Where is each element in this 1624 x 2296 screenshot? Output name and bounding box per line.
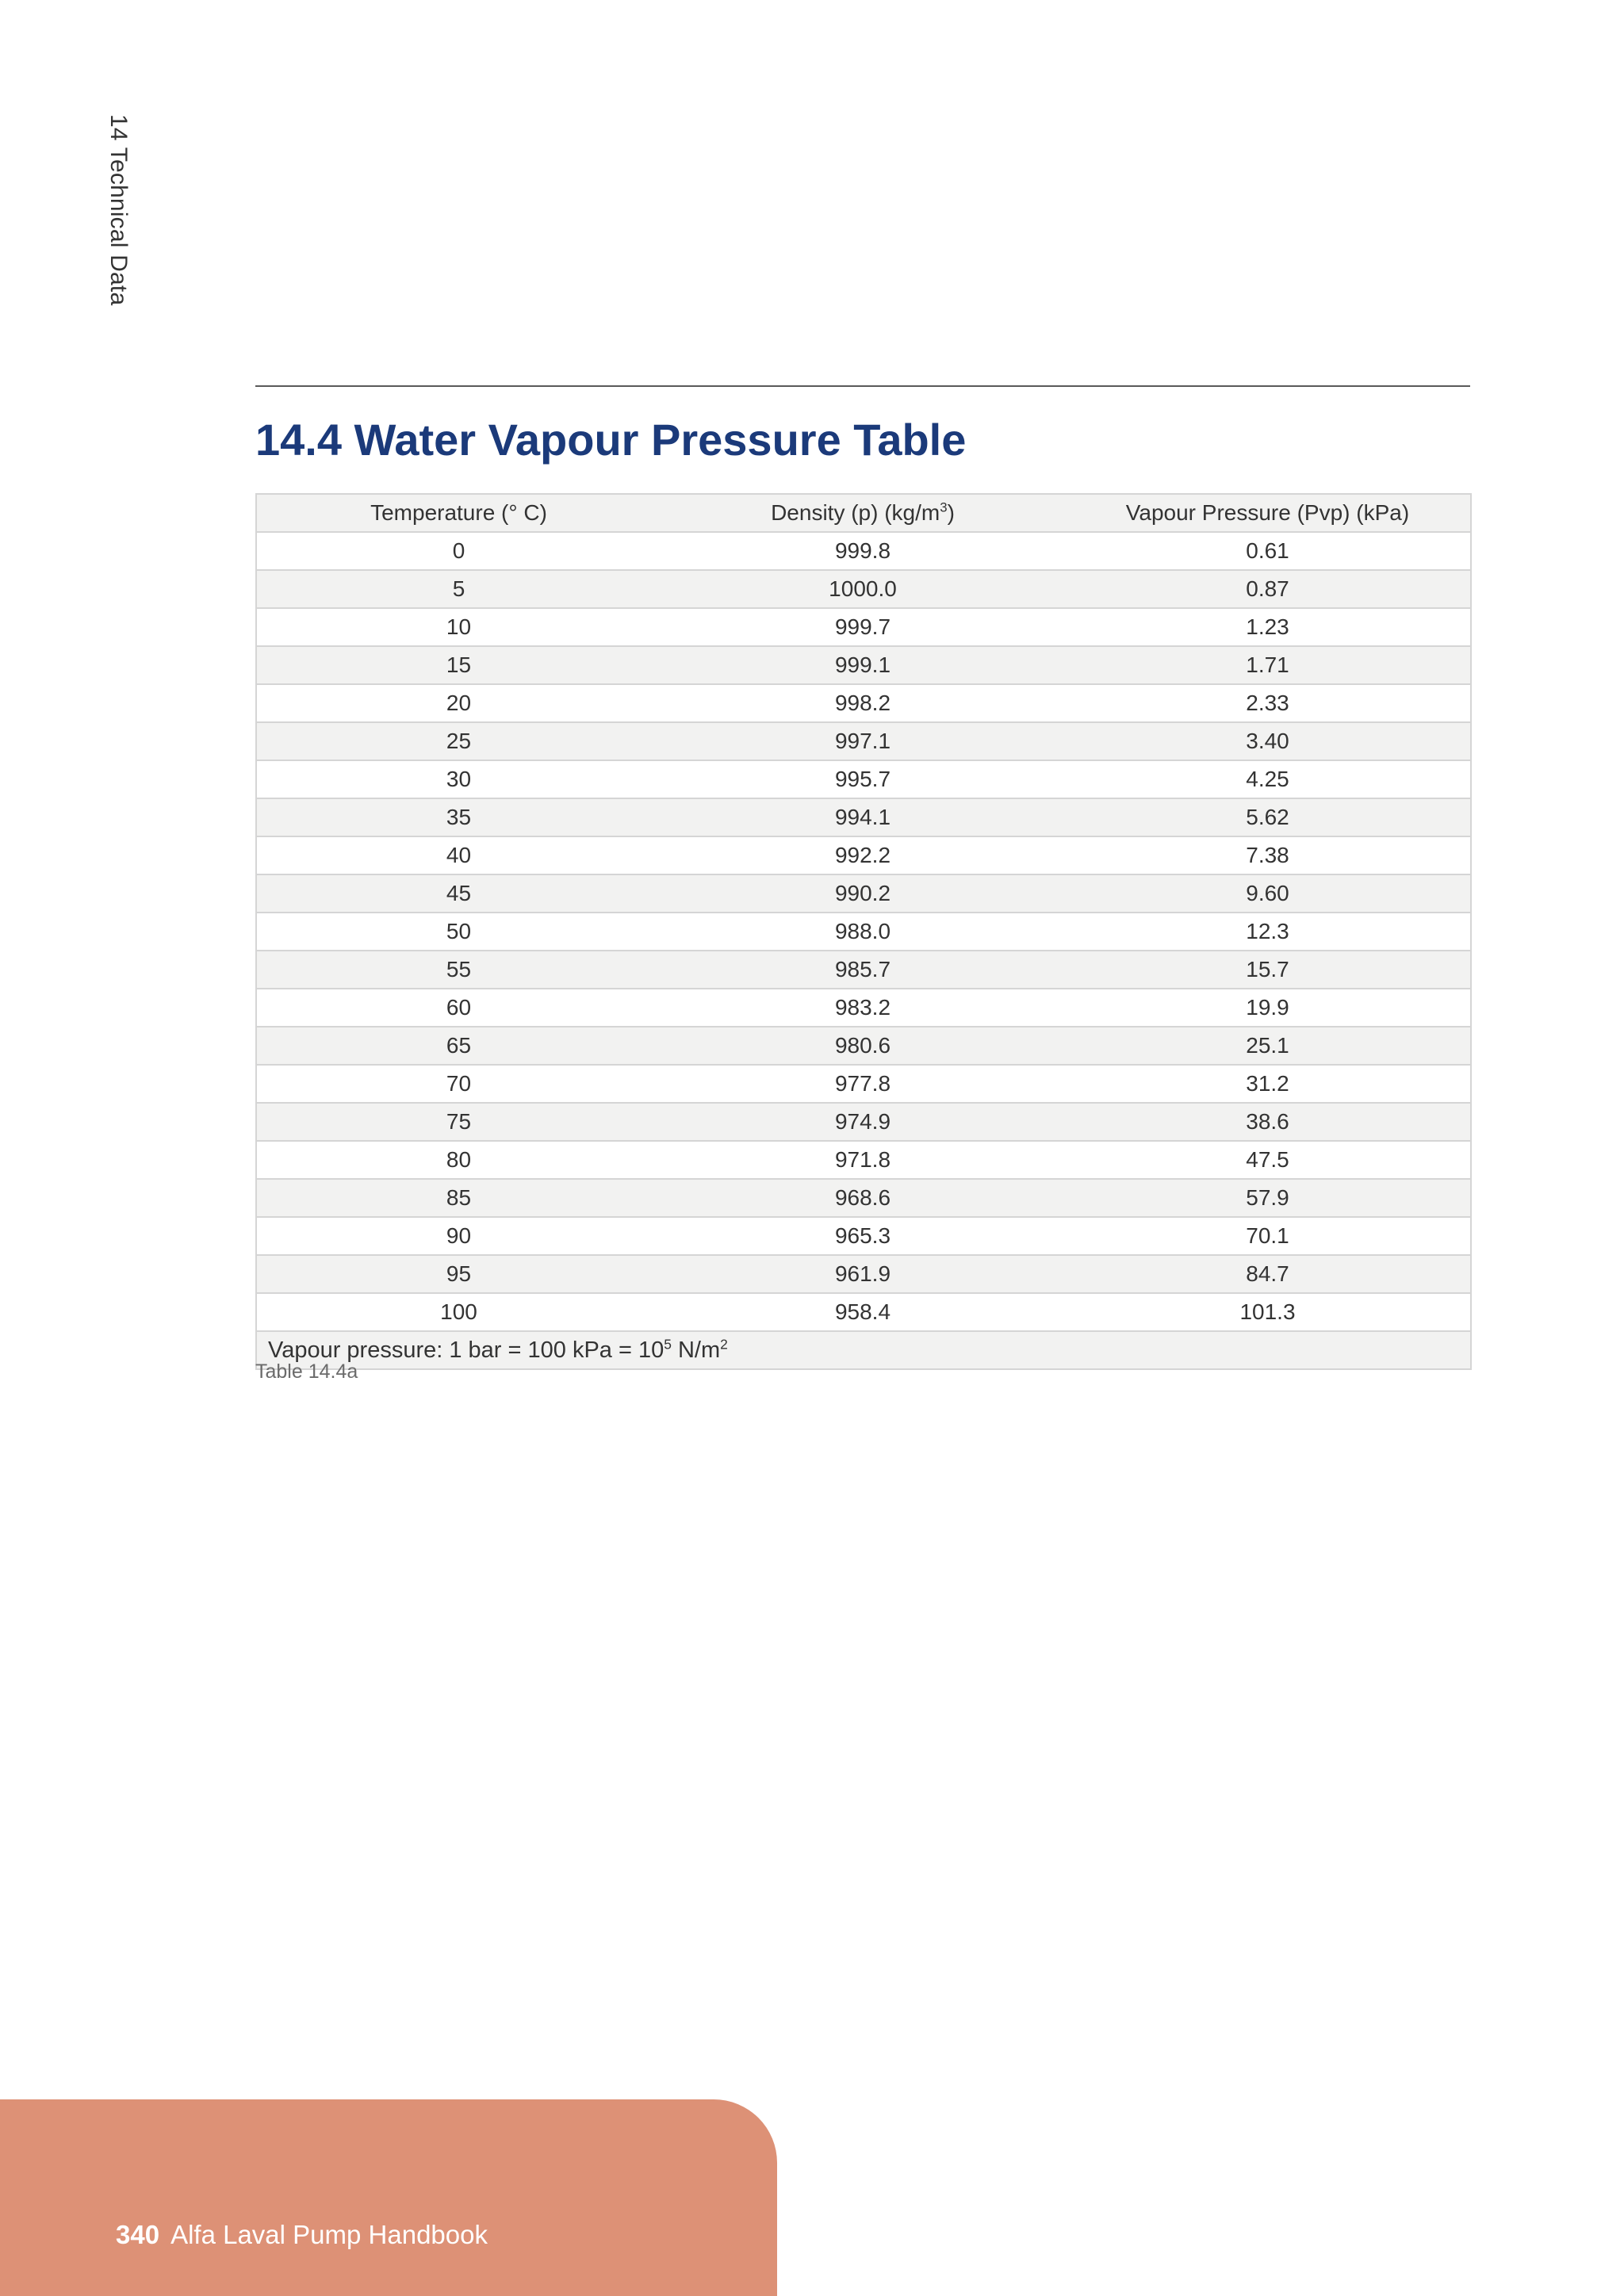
cell-density: 994.1 <box>661 798 1065 836</box>
cell-vapour-pressure: 9.60 <box>1065 874 1471 913</box>
book-title: Alfa Laval Pump Handbook <box>170 2220 488 2249</box>
table-row <box>256 798 1471 836</box>
cell-vapour-pressure: 12.3 <box>1065 913 1471 951</box>
cell-vapour-pressure: 4.25 <box>1065 760 1471 798</box>
cell-temperature: 100 <box>256 1293 661 1331</box>
vapour-pressure-table-container <box>255 493 1470 1370</box>
cell-density: 997.1 <box>661 722 1065 760</box>
cell-temperature: 70 <box>256 1065 661 1103</box>
header-temperature: Temperature (° C) <box>256 494 661 532</box>
cell-vapour-pressure: 70.1 <box>1065 1217 1471 1255</box>
cell-density: 958.4 <box>661 1293 1065 1331</box>
cell-density: 1000.0 <box>661 570 1065 608</box>
table-row <box>256 951 1471 989</box>
chapter-side-label: 14 Technical Data <box>105 114 132 306</box>
cell-vapour-pressure: 25.1 <box>1065 1027 1471 1065</box>
cell-temperature: 95 <box>256 1255 661 1293</box>
cell-temperature: 35 <box>256 798 661 836</box>
table-row <box>256 1217 1471 1255</box>
footnote-unit-exponent: 2 <box>720 1335 728 1352</box>
section-title: 14.4 Water Vapour Pressure Table <box>255 415 967 465</box>
cell-density: 985.7 <box>661 951 1065 989</box>
table-footnote <box>256 1331 1471 1369</box>
footer-band <box>0 2099 777 2296</box>
cell-temperature: 65 <box>256 1027 661 1065</box>
cell-temperature: 60 <box>256 989 661 1027</box>
cell-temperature: 55 <box>256 951 661 989</box>
footnote-text: Vapour pressure: 1 bar = 100 kPa = 10 <box>268 1337 665 1363</box>
cell-density: 992.2 <box>661 836 1065 874</box>
cell-density: 983.2 <box>661 989 1065 1027</box>
cell-temperature: 25 <box>256 722 661 760</box>
table-row <box>256 1027 1471 1065</box>
cell-temperature: 30 <box>256 760 661 798</box>
table-caption: Table 14.4a <box>255 1360 358 1383</box>
cell-temperature: 20 <box>256 684 661 722</box>
table-footnote-row <box>256 1331 1471 1369</box>
table-row <box>256 532 1471 570</box>
cell-density: 971.8 <box>661 1141 1065 1179</box>
table-row <box>256 1255 1471 1293</box>
table-header-row <box>256 494 1471 532</box>
table-row <box>256 1065 1471 1103</box>
header-density <box>661 494 1065 532</box>
cell-temperature: 50 <box>256 913 661 951</box>
header-vapour-pressure: Vapour Pressure (Pvp) (kPa) <box>1065 494 1471 532</box>
cell-density: 974.9 <box>661 1103 1065 1141</box>
cell-density: 965.3 <box>661 1217 1065 1255</box>
cell-vapour-pressure: 7.38 <box>1065 836 1471 874</box>
cell-temperature: 90 <box>256 1217 661 1255</box>
table-body <box>256 532 1471 1331</box>
header-density-superscript: 3 <box>940 499 948 515</box>
footnote-unit: N/m <box>671 1337 721 1363</box>
table-row <box>256 684 1471 722</box>
table-row <box>256 570 1471 608</box>
cell-vapour-pressure: 1.23 <box>1065 608 1471 646</box>
cell-temperature: 45 <box>256 874 661 913</box>
cell-vapour-pressure: 31.2 <box>1065 1065 1471 1103</box>
cell-density: 977.8 <box>661 1065 1065 1103</box>
cell-temperature: 0 <box>256 532 661 570</box>
cell-vapour-pressure: 84.7 <box>1065 1255 1471 1293</box>
header-density-suffix: ) <box>947 500 955 525</box>
cell-temperature: 15 <box>256 646 661 684</box>
cell-density: 999.7 <box>661 608 1065 646</box>
table-row <box>256 1141 1471 1179</box>
cell-density: 999.1 <box>661 646 1065 684</box>
section-divider <box>255 385 1470 387</box>
cell-vapour-pressure: 0.61 <box>1065 532 1471 570</box>
cell-density: 990.2 <box>661 874 1065 913</box>
cell-vapour-pressure: 3.40 <box>1065 722 1471 760</box>
cell-temperature: 10 <box>256 608 661 646</box>
cell-temperature: 5 <box>256 570 661 608</box>
cell-temperature: 80 <box>256 1141 661 1179</box>
cell-vapour-pressure: 1.71 <box>1065 646 1471 684</box>
table-row <box>256 913 1471 951</box>
page-number: 340 <box>116 2220 160 2249</box>
table-row <box>256 646 1471 684</box>
table-row <box>256 608 1471 646</box>
table-row <box>256 760 1471 798</box>
cell-density: 968.6 <box>661 1179 1065 1217</box>
cell-vapour-pressure: 0.87 <box>1065 570 1471 608</box>
cell-density: 988.0 <box>661 913 1065 951</box>
cell-vapour-pressure: 5.62 <box>1065 798 1471 836</box>
table-row <box>256 836 1471 874</box>
table-row <box>256 722 1471 760</box>
cell-density: 980.6 <box>661 1027 1065 1065</box>
cell-density: 961.9 <box>661 1255 1065 1293</box>
cell-density: 998.2 <box>661 684 1065 722</box>
table-row <box>256 989 1471 1027</box>
table-row <box>256 874 1471 913</box>
table-row <box>256 1293 1471 1331</box>
page-footer <box>116 2220 488 2250</box>
cell-temperature: 75 <box>256 1103 661 1141</box>
table-row <box>256 1179 1471 1217</box>
cell-density: 999.8 <box>661 532 1065 570</box>
vapour-pressure-table <box>255 493 1472 1370</box>
cell-vapour-pressure: 15.7 <box>1065 951 1471 989</box>
footnote-exponent: 5 <box>664 1335 672 1352</box>
table-row <box>256 1103 1471 1141</box>
cell-vapour-pressure: 101.3 <box>1065 1293 1471 1331</box>
cell-vapour-pressure: 57.9 <box>1065 1179 1471 1217</box>
header-density-text: Density (p) (kg/m <box>771 500 940 525</box>
cell-vapour-pressure: 2.33 <box>1065 684 1471 722</box>
cell-vapour-pressure: 47.5 <box>1065 1141 1471 1179</box>
cell-density: 995.7 <box>661 760 1065 798</box>
cell-vapour-pressure: 38.6 <box>1065 1103 1471 1141</box>
cell-temperature: 85 <box>256 1179 661 1217</box>
cell-vapour-pressure: 19.9 <box>1065 989 1471 1027</box>
cell-temperature: 40 <box>256 836 661 874</box>
